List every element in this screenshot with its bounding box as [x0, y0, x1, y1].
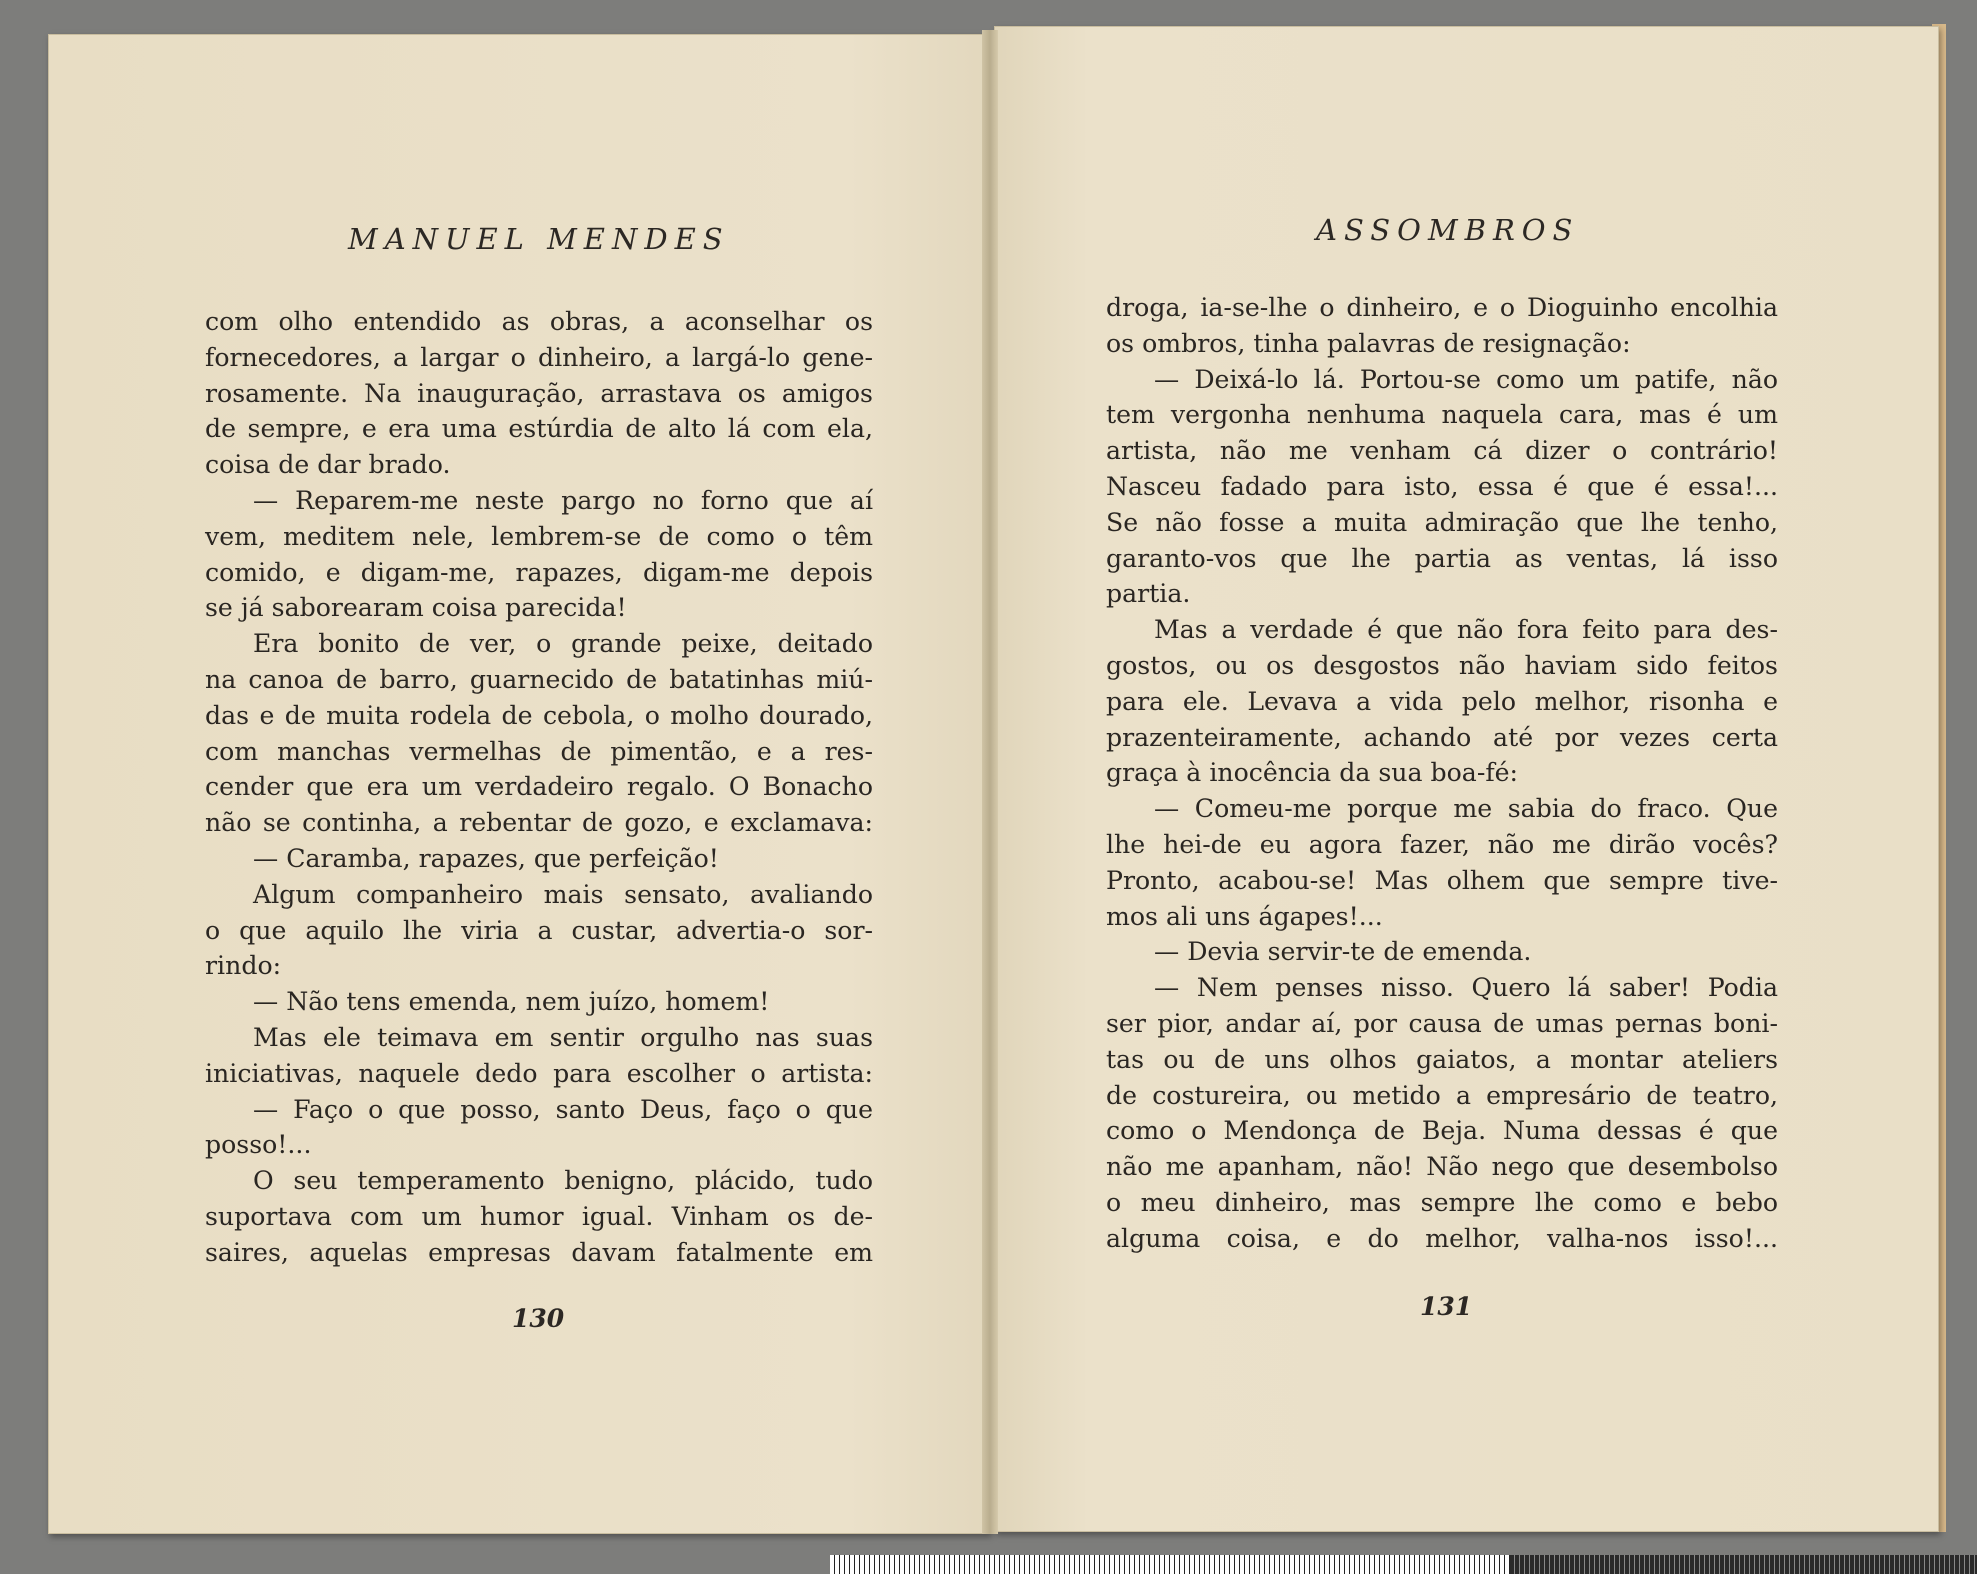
text-line: como o Mendonça de Beja. Numa dessas é que	[1106, 1116, 1778, 1146]
text-line: partia.	[1106, 579, 1191, 609]
text-line: — Faço o que posso, santo Deus, faço o que	[253, 1094, 873, 1124]
text-line: O seu temperamento benigno, plácido, tudo	[253, 1166, 873, 1196]
text-line: Se não fosse a muita admiração que lhe tenho,	[1106, 507, 1778, 537]
right-running-head: ASSOMBROS	[1316, 213, 1580, 247]
right-page-number: 131	[1420, 1292, 1473, 1321]
text-line: droga, ia-se-lhe o dinheiro, e o Dioguinho encolhia	[1106, 293, 1778, 322]
text-line: rindo:	[205, 951, 282, 981]
text-line: Algum companheiro mais sensato, avaliando	[253, 879, 873, 909]
text-line: — Não tens emenda, nem juízo, homem!	[253, 987, 770, 1017]
text-line: saires, aquelas empresas davam fatalmente em	[205, 1237, 873, 1267]
text-line: — Comeu-me porque me sabia do fraco. Que	[1154, 794, 1778, 824]
text-line: o meu dinheiro, mas sempre lhe como e bebo	[1106, 1187, 1778, 1217]
text-line: graça à inocência da sua boa-fé:	[1106, 758, 1519, 788]
right-body-text	[1106, 290, 1778, 1257]
text-line: para ele. Levava a vida pelo melhor, risonha e	[1106, 686, 1778, 716]
text-line: com manchas vermelhas de pimentão, e a res-	[205, 736, 873, 766]
text-line: comido, e digam-me, rapazes, digam-me depois	[205, 557, 873, 587]
book-gutter	[982, 30, 998, 1534]
text-line: coisa de dar brado.	[205, 450, 451, 480]
text-line: lhe hei-de eu agora fazer, não me dirão vocês?	[1106, 829, 1778, 859]
text-line: de sempre, e era uma estúrdia de alto lá com ela,	[205, 414, 873, 444]
text-line: não se continha, a rebentar de gozo, e exclamava:	[205, 808, 873, 838]
text-line: o que aquilo lhe viria a custar, advertia-o sor-	[205, 915, 873, 945]
text-line: — Nem penses nisso. Quero lá saber! Podia	[1154, 973, 1778, 1003]
text-line: Mas ele teimava em sentir orgulho nas suas	[253, 1022, 873, 1052]
text-line: prazenteiramente, achando até por vezes certa	[1106, 722, 1778, 752]
text-line: com olho entendido as obras, a aconselhar os	[205, 307, 873, 336]
text-line: cender que era um verdadeiro regalo. O Bonacho	[205, 772, 873, 802]
scale-bar	[830, 1555, 1977, 1574]
text-line: mos ali uns ágapes!...	[1106, 901, 1383, 931]
text-line: posso!...	[205, 1130, 312, 1160]
text-line: — Caramba, rapazes, que perfeição!	[253, 843, 719, 873]
text-line: Pronto, acabou-se! Mas olhem que sempre tive-	[1106, 865, 1778, 895]
left-running-head: MANUEL MENDES	[348, 222, 730, 256]
text-line: se já saborearam coisa parecida!	[205, 593, 627, 623]
text-line: — Devia servir-te de emenda.	[1154, 937, 1532, 967]
text-line: gostos, ou os desgostos não haviam sido feitos	[1106, 650, 1778, 680]
text-line: artista, não me venham cá dizer o contrário!	[1106, 436, 1778, 466]
text-line: os ombros, tinha palavras de resignação:	[1106, 328, 1631, 358]
text-line: rosamente. Na inauguração, arrastava os amigos	[205, 378, 873, 408]
text-line: — Reparem-me neste pargo no forno que aí	[253, 485, 873, 515]
text-line: na canoa de barro, guarnecido de batatinhas miú-	[205, 664, 873, 694]
text-line: garanto-vos que lhe partia as ventas, lá isso	[1106, 543, 1778, 573]
text-line: ser pior, andar aí, por causa de umas pernas boni-	[1106, 1008, 1778, 1038]
text-line: Mas a verdade é que não fora feito para des-	[1154, 615, 1778, 645]
text-line: fornecedores, a largar o dinheiro, a largá-lo gene-	[205, 342, 873, 372]
text-line: Era bonito de ver, o grande peixe, deitado	[253, 629, 873, 659]
text-line: Nasceu fadado para isto, essa é que é essa!...	[1106, 471, 1778, 501]
text-line: iniciativas, naquele dedo para escolher o artista:	[205, 1058, 873, 1088]
left-page-number: 130	[512, 1304, 565, 1333]
text-line: suportava com um humor igual. Vinham os de-	[205, 1201, 873, 1231]
left-body-text	[205, 304, 873, 1271]
text-line: vem, meditem nele, lembrem-se de como o têm	[205, 521, 873, 551]
text-line: — Deixá-lo lá. Portou-se como um patife, não	[1154, 364, 1778, 394]
text-line: das e de muita rodela de cebola, o molho dourado,	[205, 700, 873, 730]
text-line: alguma coisa, e do melhor, valha-nos isso!...	[1106, 1223, 1778, 1253]
text-line: tas ou de uns olhos gaiatos, a montar ateliers	[1106, 1044, 1778, 1074]
text-line: tem vergonha nenhuma naquela cara, mas é um	[1106, 400, 1778, 430]
text-line: não me apanham, não! Não nego que desembolso	[1106, 1152, 1778, 1182]
scale-bar-dark-segment	[1510, 1555, 1977, 1574]
text-line: de costureira, ou metido a empresário de teatro,	[1106, 1080, 1778, 1110]
